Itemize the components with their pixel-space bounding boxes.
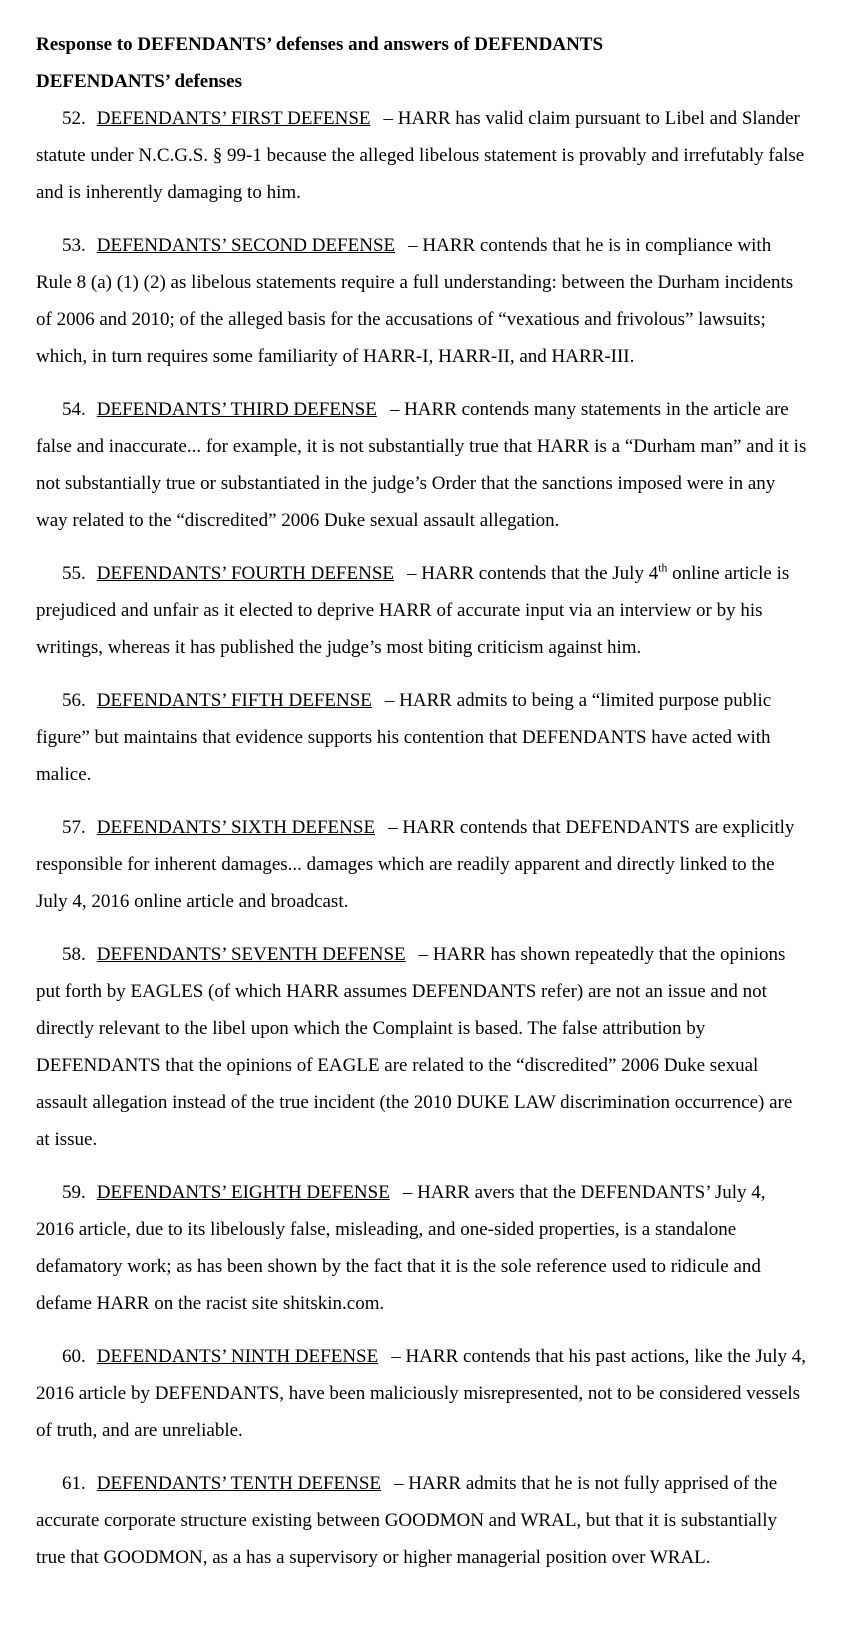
defense-paragraph: 52. DEFENDANTS’ FIRST DEFENSE – HARR has valid claim pursuant to Libel and Slander statute under N.C.G.S. § 99-1 because the alleged libelous statement is provably and irrefutably false and is inherently damaging to him. — [36, 108, 805, 203]
paragraph-number: 56. — [62, 690, 86, 711]
defense-paragraph: 59. DEFENDANTS’ EIGHTH DEFENSE – HARR avers that the DEFENDANTS’ July 4, 2016 article, due to its libelously false, misleading, and one-sided properties, is a standalone defamatory work; as has been shown by the fact that it is the sole reference used to ridicule and defame HARR on the racist site shitskin.com. — [36, 1182, 766, 1314]
defense-paragraph: 60. DEFENDANTS’ NINTH DEFENSE – HARR contends that his past actions, like the July 4, 2016 article by DEFENDANTS, have been maliciously misrepresented, not to be considered vessels of truth, and are unreliable. — [36, 1346, 807, 1441]
defense-paragraph: 53. DEFENDANTS’ SECOND DEFENSE – HARR contends that he is in compliance with Rule 8 (a) (1) (2) as libelous statements require a full understanding: between the Durham incidents of 2006 and 2010; of the alleged basis for the accusations of “vexatious and frivolous” lawsuits; which, in turn requires some familiarity of HARR-I, HARR-II, and HARR-III. — [36, 235, 794, 367]
defense-title: DEFENDANTS’ FOURTH DEFENSE — [96, 563, 394, 584]
defense-title: DEFENDANTS’ SECOND DEFENSE — [96, 235, 396, 256]
defense-paragraph: 55. DEFENDANTS’ FOURTH DEFENSE – HARR contends that the July 4th online article is prejudiced and unfair as it elected to deprive HARR of accurate input via an interview or by his writings, whereas it has published the judge’s most biting criticism against him. — [36, 561, 790, 658]
paragraph-number: 57. — [62, 817, 86, 838]
defense-title: DEFENDANTS’ NINTH DEFENSE — [96, 1346, 379, 1367]
defense-paragraph: 58. DEFENDANTS’ SEVENTH DEFENSE – HARR has shown repeatedly that the opinions put forth by EAGLES (of which HARR assumes DEFENDANTS refer) are not an issue and not directly relevant to the libel upon which the Complaint is based. The false attribution by DEFENDANTS that the opinions of EAGLE are related to the “discredited” 2006 Duke sexual assault allegation instead of the true incident (the 2010 DUKE LAW discrimination occurrence) are at issue. — [36, 944, 793, 1150]
document-heading-line-2: DEFENDANTS’ defenses — [36, 71, 243, 92]
paragraph-number: 54. — [62, 399, 86, 420]
paragraph-number: 55. — [62, 563, 86, 584]
document-heading-line-1: Response to DEFENDANTS’ defenses and answers of DEFENDANTS — [36, 34, 604, 55]
defense-title: DEFENDANTS’ THIRD DEFENSE — [96, 399, 377, 420]
defense-title: DEFENDANTS’ SEVENTH DEFENSE — [96, 944, 406, 965]
paragraph-number: 59. — [62, 1182, 86, 1203]
paragraph-number: 60. — [62, 1346, 86, 1367]
defense-paragraph: 57. DEFENDANTS’ SIXTH DEFENSE – HARR contends that DEFENDANTS are explicitly responsible for inherent damages... damages which are readily apparent and directly linked to the July 4, 2016 online article and broadcast. — [36, 817, 795, 912]
paragraph-number: 52. — [62, 108, 86, 129]
defense-title: DEFENDANTS’ FIRST DEFENSE — [96, 108, 371, 129]
paragraph-number: 61. — [62, 1473, 86, 1494]
superscript-ordinal: th — [658, 561, 668, 575]
defenses-list — [36, 100, 808, 1576]
defense-title: DEFENDANTS’ EIGHTH DEFENSE — [96, 1182, 390, 1203]
defense-title: DEFENDANTS’ TENTH DEFENSE — [96, 1473, 382, 1494]
defense-paragraph: 61. DEFENDANTS’ TENTH DEFENSE – HARR admits that he is not fully apprised of the accurate corporate structure existing between GOODMON and WRAL, but that it is substantially true that GOODMON, as a has a supervisory or higher managerial position over WRAL. — [36, 1473, 778, 1568]
defense-title: DEFENDANTS’ SIXTH DEFENSE — [96, 817, 376, 838]
paragraph-number: 58. — [62, 944, 86, 965]
defense-paragraph: 54. DEFENDANTS’ THIRD DEFENSE – HARR contends many statements in the article are false and inaccurate... for example, it is not substantially true that HARR is a “Durham man” and it is not substantially true or substantiated in the judge’s Order that the sanctions imposed were in any way related to the “discredited” 2006 Duke sexual assault allegation. — [36, 399, 807, 531]
defense-paragraph: 56. DEFENDANTS’ FIFTH DEFENSE – HARR admits to being a “limited purpose public figure” but maintains that evidence supports his contention that DEFENDANTS have acted with malice. — [36, 690, 772, 785]
paragraph-number: 53. — [62, 235, 86, 256]
defense-title: DEFENDANTS’ FIFTH DEFENSE — [96, 690, 372, 711]
